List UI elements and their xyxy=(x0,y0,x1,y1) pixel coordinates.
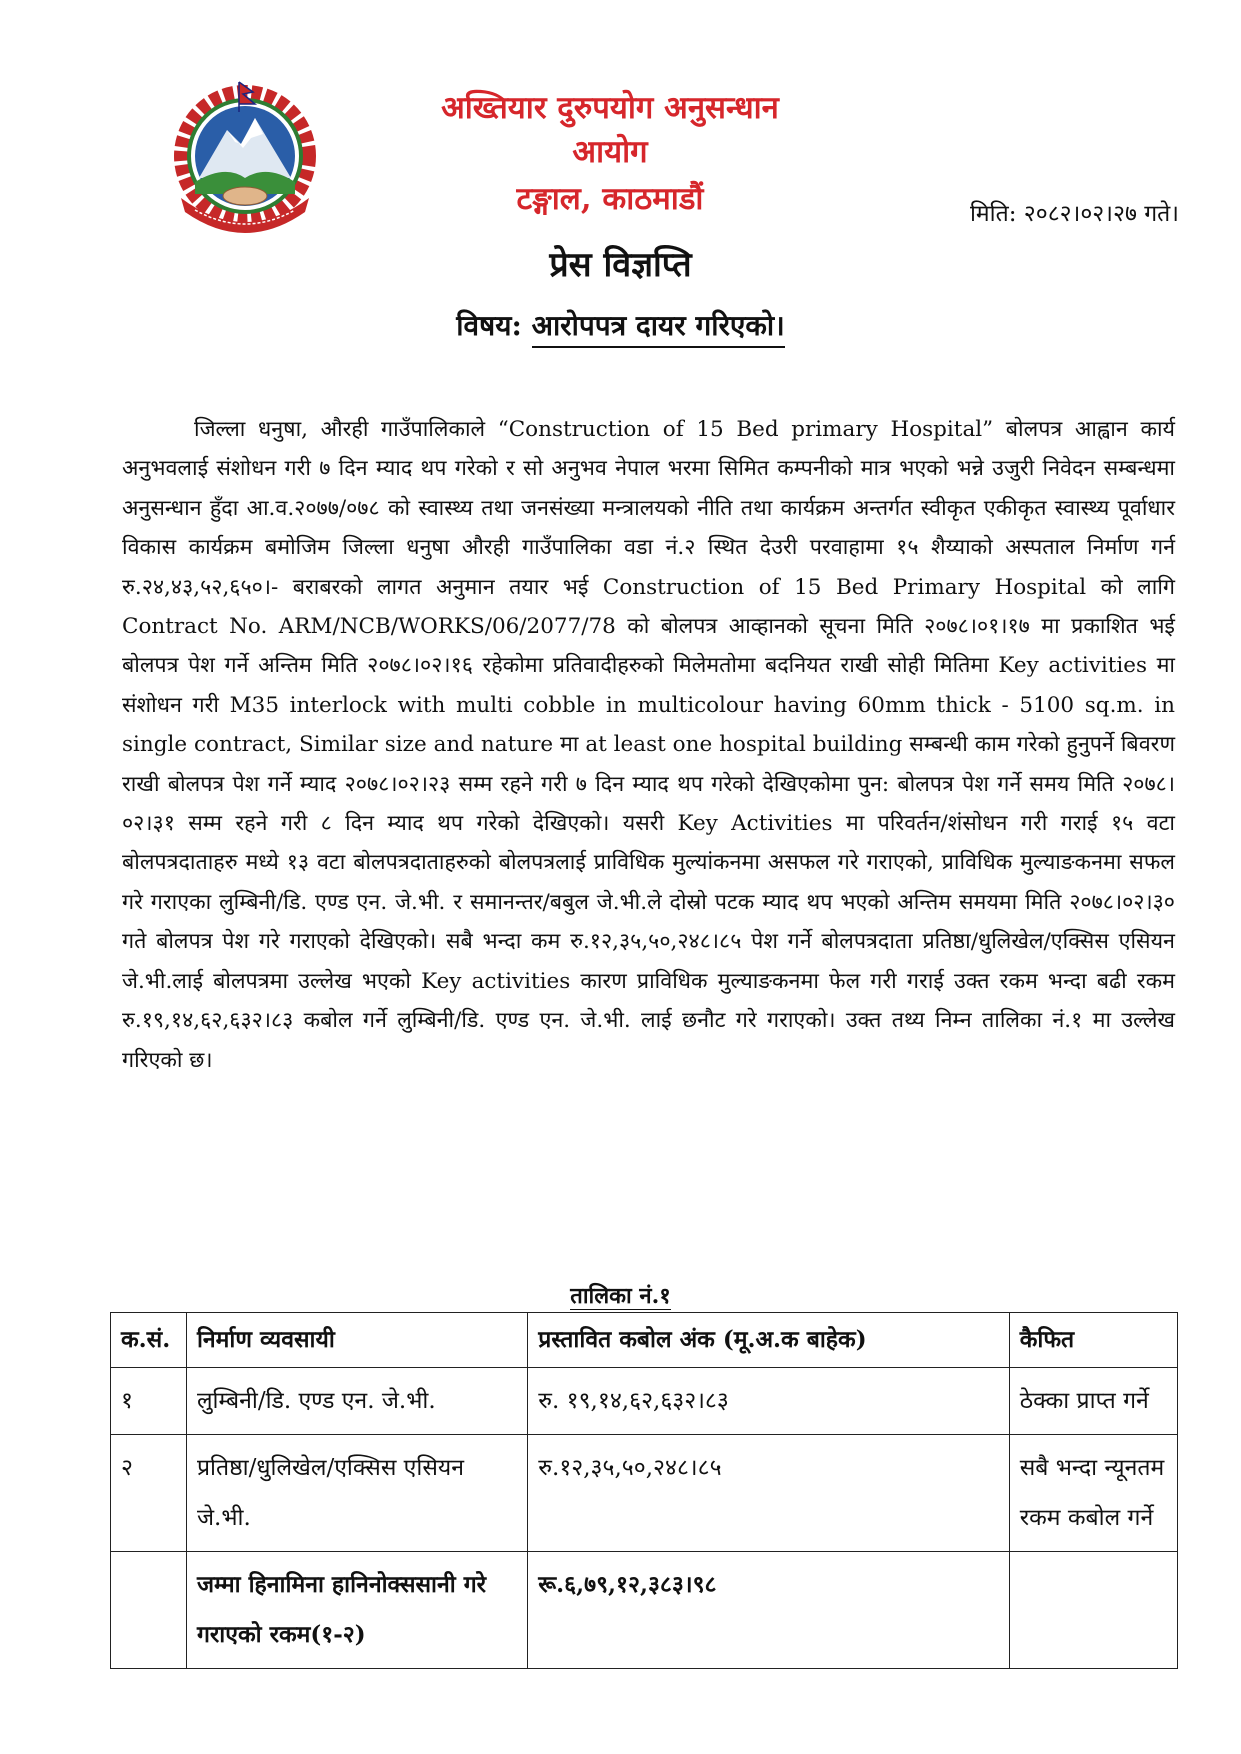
header-contractor: निर्माण व्यवसायी xyxy=(186,1313,527,1368)
total-remark-empty xyxy=(1009,1552,1177,1669)
total-label: जम्मा हिनामिना हानिनोक्ससानी गरे गराएको रकम(१-२) xyxy=(186,1552,527,1669)
table-title: तालिका नं.१ xyxy=(570,1283,671,1309)
total-sn-empty xyxy=(111,1552,187,1669)
table-total-row xyxy=(111,1552,1178,1669)
row-sn: १ xyxy=(111,1368,187,1435)
table-row xyxy=(111,1368,1178,1435)
header-remark: कैफित xyxy=(1009,1313,1177,1368)
document-title: प्रेस विज्ञप्ति xyxy=(549,245,692,285)
table-row xyxy=(111,1435,1178,1552)
document-date: मिति: २०८२।०२।२७ गते। xyxy=(969,201,1179,227)
row-contractor: लुम्बिनी/डि. एण्ड एन. जे.भी. xyxy=(186,1368,527,1435)
row-sn: २ xyxy=(111,1435,187,1552)
row-amount: रु. १९,१४,६२,६३२।८३ xyxy=(528,1368,1009,1435)
row-amount: रु.१२,३५,५०,२४८।८५ xyxy=(528,1435,1009,1552)
bids-table xyxy=(110,1312,1178,1669)
body-paragraph: जिल्ला धनुषा, औरही गाउँपालिकाले “Construction of 15 Bed primary Hospital” बोलपत्र आह्वान कार्य अनुभवलाई संशोधन गरी ७ दिन म्याद थप गरेको र सो अनुभव नेपाल भरमा सिमित कम्पनीको मात्र भएको भन्ने उजुरी निवेदन सम्बन्धमा अनुसन्धान हुँदा आ.व.२०७७/०७८ को स्वास्थ्य तथा जनसंख्या मन्त्रालयको नीति तथा कार्यक्रम अन्तर्गत स्वीकृत एकीकृत स्वास्थ्य पूर्वाधार विकास कार्यक्रम बमोजिम जिल्ला धनुषा औरही गाउँपालिका वडा नं.२ स्थित देउरी परवाहामा १५ शैय्याको अस्पताल निर्माण गर्न रु.२४,४३,५२,६५०।- बराबरको लागत अनुमान तयार भई Construction of 15 Bed Primary Hospital को लागि Contract No. ARM/NCB/WORKS/06/2077/78 को बोलपत्र आव्हानको सूचना मिति २०७८।०१।१७ मा प्रकाशित भई बोलपत्र पेश गर्ने अन्तिम मिति २०७८।०२।१६ रहेकोमा प्रतिवादीहरुको मिलेमतोमा बदनियत राखी सोही मितिमा Key activities मा संशोधन गरी M35 interlock with multi cobble in multicolour having 60mm thick - 5100 sq.m. in single contract, Similar size and nature मा at least one hospital building सम्बन्धी काम गरेको हुनुपर्ने बिवरण राखी बोलपत्र पेश गर्ने म्याद २०७८।०२।२३ सम्म रहने गरी ७ दिन म्याद थप गरेको देखिएकोमा पुन: बोलपत्र पेश गर्ने समय मिति २०७८।०२।३१ सम्म रहने गरी ८ दिन म्याद थप गरेको देखिएको। यसरी Key Activities मा परिवर्तन/शंसोधन गरी गराई १५ वटा बोलपत्रदाताहरु मध्ये १३ वटा बोलपत्रदाताहरुको बोलपत्रलाई प्राविधिक मुल्यांकनमा असफल गरे गराएको, प्राविधिक मुल्याङकनमा सफल गरे गराएका लुम्बिनी/डि. एण्ड एन. जे.भी. र समानन्तर/बबुल जे.भी.ले दोस्रो पटक म्याद थप भएको अन्तिम समयमा मिति २०७८।०२।३० गते बोलपत्र पेश गरे गराएको देखिएको। सबै भन्दा कम रु.१२,३५,५०,२४८।८५ पेश गर्ने बोलपत्रदाता प्रतिष्ठा/धुलिखेल/एक्सिस एसियन जे.भी.लाई बोलपत्रमा उल्लेख भएको Key activities कारण प्राविधिक मुल्याङकनमा फेल गरी गराई उक्त रकम भन्दा बढी रकम रु.१९,१४,६२,६३२।८३ कबोल गर्ने लुम्बिनी/डि. एण्ड एन. जे.भी. लाई छनौट गरे गराएको। उक्त तथ्य निम्न तालिका नं.१ मा उल्लेख गरिएको छ। xyxy=(122,417,1175,1073)
table-header-row xyxy=(111,1313,1178,1368)
row-remark: ठेक्का प्राप्त गर्ने xyxy=(1009,1368,1177,1435)
subject-label: विषय: xyxy=(456,309,522,342)
subject-text: आरोपपत्र दायर गरिएको। xyxy=(532,309,785,348)
table-caption xyxy=(0,1280,1241,1310)
header-sn: क.सं. xyxy=(111,1313,187,1368)
organization-header xyxy=(400,86,820,224)
row-contractor: प्रतिष्ठा/धुलिखेल/एक्सिस एसियन जे.भी. xyxy=(186,1435,527,1552)
total-amount: रू.६,७९,१२,३८३।९८ xyxy=(528,1552,1009,1669)
org-name: अख्तियार दुरुपयोग अनुसन्धान आयोग xyxy=(441,90,779,170)
header-amount: प्रस्तावित कबोल अंक (मू.अ.क बाहेक) xyxy=(528,1313,1009,1368)
nepal-emblem-icon xyxy=(155,78,335,238)
subject-line xyxy=(0,306,1241,344)
row-remark: सबै भन्दा न्यूनतम रकम कबोल गर्ने xyxy=(1009,1435,1177,1552)
org-location: टङ्गाल, काठमाडौं xyxy=(516,181,704,217)
